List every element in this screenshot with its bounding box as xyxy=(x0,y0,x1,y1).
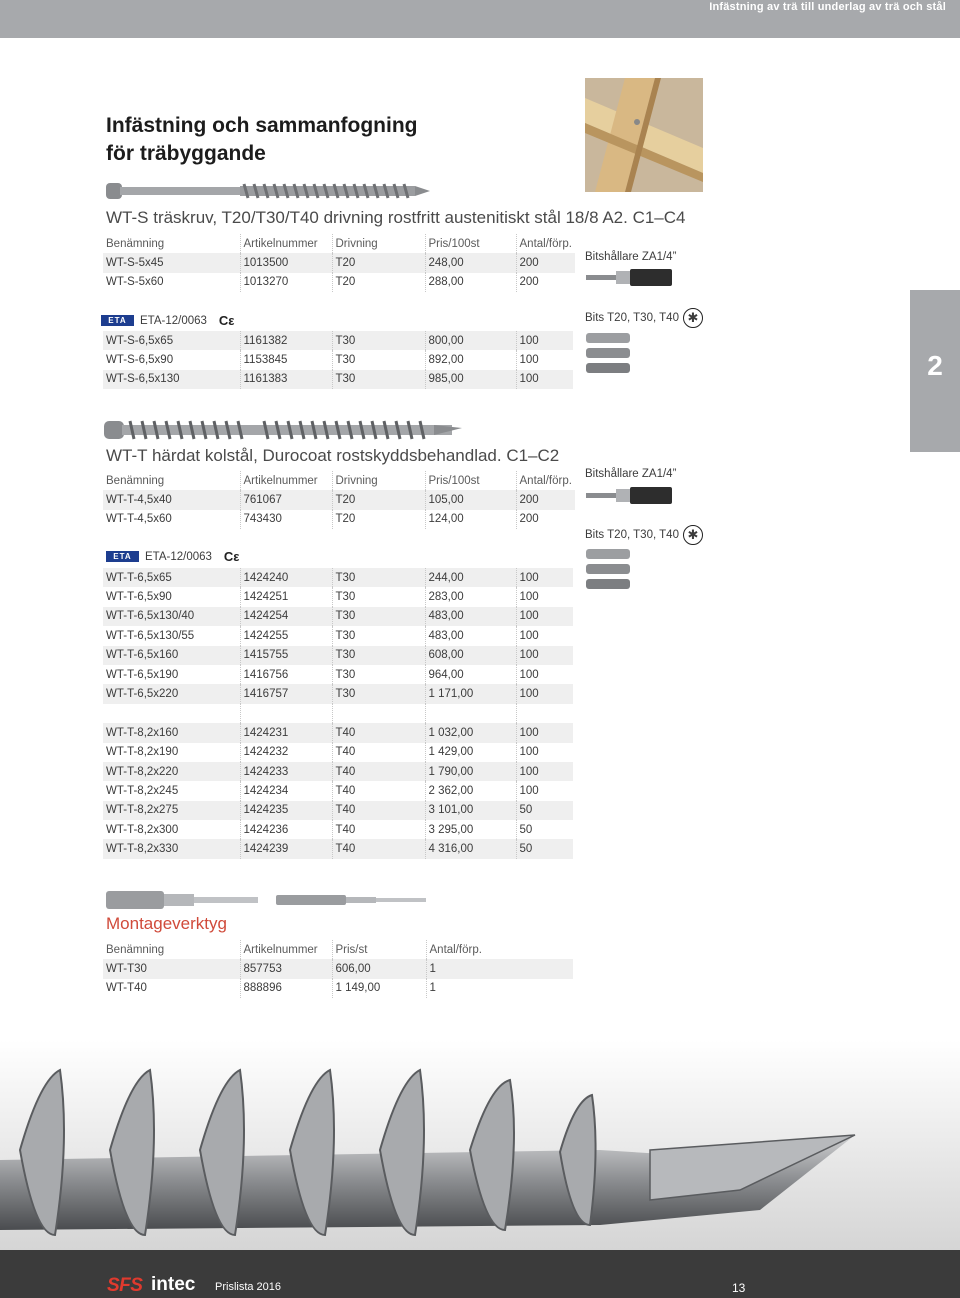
cell: 1424254 xyxy=(240,607,332,626)
cell: T30 xyxy=(332,370,425,389)
table-row xyxy=(103,646,573,665)
table-row xyxy=(103,568,573,587)
cell: T20 xyxy=(332,273,425,292)
cell: 985,00 xyxy=(425,370,516,389)
header-benamning: Benämning xyxy=(106,474,165,487)
cell: T20 xyxy=(332,490,425,509)
cell: WT-T-6,5x65 xyxy=(103,568,240,587)
chapter-tab xyxy=(910,290,960,452)
spacer-row xyxy=(103,704,573,723)
screw-closeup-image xyxy=(0,1040,960,1250)
table-row xyxy=(103,743,573,762)
intec-logo: intec xyxy=(151,1274,196,1295)
cell: 1424251 xyxy=(240,587,332,606)
cell: 105,00 xyxy=(425,490,516,509)
cell: T30 xyxy=(332,587,425,606)
header-drivning: Drivning xyxy=(332,471,425,490)
table-row xyxy=(103,801,573,820)
table-row xyxy=(103,607,573,626)
table-row xyxy=(103,839,573,858)
cell: WT-T-4,5x40 xyxy=(103,490,240,509)
eta-text: ETA-12/0063 xyxy=(140,314,207,327)
cell: T30 xyxy=(332,331,425,350)
bit-holder-label: Bitshållare ZA1/4” xyxy=(585,251,677,263)
cell: 3 101,00 xyxy=(425,801,516,820)
tools-table xyxy=(103,940,573,998)
cell: 50 xyxy=(516,820,573,839)
cell: 100 xyxy=(516,665,573,684)
table-header-row xyxy=(103,940,573,959)
cell: WT-T-8,2x190 xyxy=(106,746,179,759)
cell: T30 xyxy=(332,665,425,684)
header-artikelnummer: Artikelnummer xyxy=(240,940,332,959)
eta-logo: ETA xyxy=(101,315,134,326)
cell: WT-T-6,5x90 xyxy=(106,591,172,604)
ce-mark-icon: Cε xyxy=(218,313,235,328)
cell: WT-T-6,5x130/40 xyxy=(103,607,240,626)
cell: 964,00 xyxy=(425,665,516,684)
cell: 100 xyxy=(516,626,573,645)
header-drivning: Drivning xyxy=(332,234,425,253)
table-row xyxy=(103,979,573,998)
table-row xyxy=(103,273,575,292)
header-pris: Pris/100st xyxy=(425,234,516,253)
cell: WT-T30 xyxy=(103,959,240,978)
cell: 1424233 xyxy=(240,762,332,781)
cell: 1424231 xyxy=(240,723,332,742)
cell: 100 xyxy=(516,743,573,762)
page-number: 13 xyxy=(732,1281,746,1295)
header-benamning: Benämning xyxy=(106,943,165,956)
table-row xyxy=(103,762,573,781)
cell: 1424239 xyxy=(240,839,332,858)
page-title xyxy=(106,112,418,168)
header-antal: Antal/förp. xyxy=(426,940,573,959)
wt-t-title: WT-T härdat kolstål, Durocoat rostskyddsbehandlad. C1–C2 xyxy=(106,446,560,465)
cell: 1 429,00 xyxy=(425,743,516,762)
cell: 1013270 xyxy=(240,273,332,292)
cell: T30 xyxy=(332,684,425,703)
wt-t-table-a xyxy=(103,471,575,529)
cell: 1161382 xyxy=(240,331,332,350)
cell: 1 149,00 xyxy=(332,979,426,998)
table-row xyxy=(103,370,573,389)
cell: 100 xyxy=(516,646,573,665)
cell: 608,00 xyxy=(425,646,516,665)
cell: 1424234 xyxy=(240,781,332,800)
torx-icon: ✱ xyxy=(683,525,703,545)
cell: 200 xyxy=(516,510,575,529)
cell: 100 xyxy=(516,723,573,742)
header-antal: Antal/förp. xyxy=(516,471,575,490)
cell: 483,00 xyxy=(425,626,516,645)
table-row xyxy=(103,587,573,606)
header-benamning: Benämning xyxy=(106,237,165,250)
cell: 100 xyxy=(516,607,573,626)
cell: T30 xyxy=(332,646,425,665)
cell: 288,00 xyxy=(425,273,516,292)
bits-label-text: Bits T20, T30, T40 xyxy=(585,312,679,325)
cell: 2 362,00 xyxy=(425,781,516,800)
cell: WT-S-5x45 xyxy=(103,253,240,272)
cell: 50 xyxy=(516,801,573,820)
cell: 3 295,00 xyxy=(425,820,516,839)
cell: T40 xyxy=(332,743,425,762)
cell: 100 xyxy=(516,781,573,800)
cell: 100 xyxy=(516,350,573,369)
ce-mark-icon: Cε xyxy=(223,549,240,564)
price-list-label: Prislista 2016 xyxy=(215,1281,282,1293)
header-pris: Pris/100st xyxy=(425,471,516,490)
sfs-logo: SFS xyxy=(107,1275,143,1296)
cell: 50 xyxy=(516,839,573,858)
wt-s-title: WT-S träskruv, T20/T30/T40 drivning rostfritt austenitiskt stål 18/8 A2. C1–C4 xyxy=(106,208,686,227)
cell: WT-T-8,2x300 xyxy=(106,823,179,836)
cell: 888896 xyxy=(240,979,332,998)
cell: 800,00 xyxy=(425,331,516,350)
bit-holder-image xyxy=(586,486,674,506)
table-header-row xyxy=(103,234,575,253)
cell: 1 032,00 xyxy=(425,723,516,742)
cell: T30 xyxy=(332,350,425,369)
cell: 1161383 xyxy=(240,370,332,389)
cell: WT-T-6,5x190 xyxy=(106,668,179,681)
cell: T30 xyxy=(332,568,425,587)
header-pris: Pris/st xyxy=(332,940,426,959)
table-row xyxy=(103,723,573,742)
cell: WT-T-8,2x275 xyxy=(103,801,240,820)
table-row xyxy=(103,350,573,369)
cell: T40 xyxy=(332,820,425,839)
cell: WT-T40 xyxy=(106,982,147,995)
eta-text: ETA-12/0063 xyxy=(145,550,212,563)
cell: WT-T-6,5x160 xyxy=(103,646,240,665)
cell: T40 xyxy=(332,723,425,742)
bits-label xyxy=(585,308,703,328)
cell: 606,00 xyxy=(332,959,426,978)
table-row xyxy=(103,490,575,509)
table-row xyxy=(103,820,573,839)
chapter-number: 2 xyxy=(927,350,943,381)
cell: 1 790,00 xyxy=(425,762,516,781)
page-title-line-1: Infästning och sammanfogning xyxy=(106,114,418,137)
cell: T40 xyxy=(332,801,425,820)
page-title-line-2: för träbyggande xyxy=(106,142,266,165)
cell: 244,00 xyxy=(425,568,516,587)
wt-t-screw-image xyxy=(104,418,464,442)
cell: WT-T-8,2x245 xyxy=(106,784,179,797)
cell: 1424232 xyxy=(240,743,332,762)
table-row xyxy=(103,684,573,703)
cell: 100 xyxy=(516,568,573,587)
top-bar xyxy=(0,0,960,38)
cell: 1415755 xyxy=(240,646,332,665)
cell: WT-T-8,2x330 xyxy=(103,839,240,858)
tools-title: Montageverktyg xyxy=(106,914,227,933)
cell: 1424240 xyxy=(240,568,332,587)
cell: T40 xyxy=(332,781,425,800)
header-artikelnummer: Artikelnummer xyxy=(240,234,332,253)
bit-holder-image xyxy=(586,268,674,288)
wood-joint-photo xyxy=(585,78,703,192)
cell: T30 xyxy=(332,626,425,645)
mounting-tool-t40-image xyxy=(276,893,426,907)
cell: 1153845 xyxy=(240,350,332,369)
header-artikelnummer: Artikelnummer xyxy=(240,471,332,490)
wt-s-table-b xyxy=(103,331,573,389)
cell: 1 xyxy=(426,959,573,978)
cell: WT-S-5x60 xyxy=(106,276,164,289)
table-row xyxy=(103,959,573,978)
cell: 1424235 xyxy=(240,801,332,820)
cell: 100 xyxy=(516,587,573,606)
cell: 124,00 xyxy=(425,510,516,529)
cell: WT-T-6,5x220 xyxy=(103,684,240,703)
cell: 1424255 xyxy=(240,626,332,645)
cell: WT-S-6,5x130 xyxy=(103,370,240,389)
cell: 283,00 xyxy=(425,587,516,606)
cell: 200 xyxy=(516,490,575,509)
cell: 857753 xyxy=(240,959,332,978)
footer xyxy=(0,1250,960,1298)
table-row xyxy=(103,510,575,529)
wt-s-screw-image xyxy=(104,180,432,202)
eta-logo: ETA xyxy=(106,551,139,562)
cell: WT-T-4,5x60 xyxy=(106,513,172,526)
mounting-tool-t30-image xyxy=(106,889,258,911)
cell: 1 171,00 xyxy=(425,684,516,703)
header-antal: Antal/förp. xyxy=(516,234,575,253)
cell: 200 xyxy=(516,253,575,272)
wt-t-table-b xyxy=(103,568,573,859)
table-row xyxy=(103,626,573,645)
cell: 1013500 xyxy=(240,253,332,272)
cell: WT-T-8,2x220 xyxy=(103,762,240,781)
cell: 100 xyxy=(516,370,573,389)
cell: WT-T-6,5x130/55 xyxy=(106,629,195,642)
cell: 1416756 xyxy=(240,665,332,684)
cell: 483,00 xyxy=(425,607,516,626)
table-row xyxy=(103,781,573,800)
wt-s-eta-approval xyxy=(101,313,234,328)
table-header-row xyxy=(103,471,575,490)
bits-label-text: Bits T20, T30, T40 xyxy=(585,529,679,542)
cell: WT-S-6,5x65 xyxy=(103,331,240,350)
bits-label xyxy=(585,525,703,545)
cell: T20 xyxy=(332,253,425,272)
cell: WT-T-8,2x160 xyxy=(103,723,240,742)
cell: 1 xyxy=(426,979,573,998)
cell: 1424236 xyxy=(240,820,332,839)
cell: 761067 xyxy=(240,490,332,509)
cell: 743430 xyxy=(240,510,332,529)
wt-t-eta-approval xyxy=(106,549,239,564)
table-row xyxy=(103,253,575,272)
torx-icon: ✱ xyxy=(683,308,703,328)
cell: T20 xyxy=(332,510,425,529)
cell: 248,00 xyxy=(425,253,516,272)
bits-image xyxy=(586,548,632,590)
cell: 100 xyxy=(516,684,573,703)
bit-holder-label: Bitshållare ZA1/4” xyxy=(585,468,677,480)
breadcrumb: Infästning av trä till underlag av trä och stål xyxy=(709,1,946,13)
cell: T30 xyxy=(332,607,425,626)
table-row xyxy=(103,665,573,684)
wt-s-table-a xyxy=(103,234,575,292)
cell: 892,00 xyxy=(425,350,516,369)
cell: 200 xyxy=(516,273,575,292)
bits-image xyxy=(586,332,632,374)
table-row xyxy=(103,331,573,350)
cell: T40 xyxy=(332,839,425,858)
cell: 100 xyxy=(516,762,573,781)
cell: WT-S-6,5x90 xyxy=(106,354,174,367)
cell: 100 xyxy=(516,331,573,350)
cell: T40 xyxy=(332,762,425,781)
cell: 1416757 xyxy=(240,684,332,703)
cell: 4 316,00 xyxy=(425,839,516,858)
